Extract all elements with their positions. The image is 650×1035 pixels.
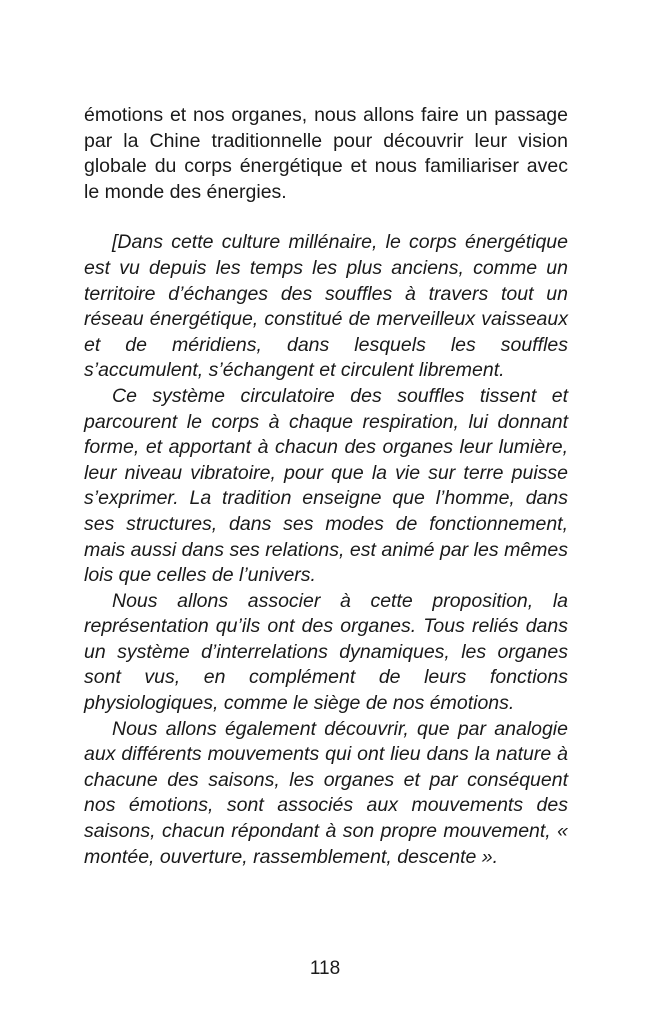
page-number: 118 <box>309 958 341 979</box>
italic-paragraph-4: Nous allons également découvrir, que par analogie aux différents mouvements qui ont lieu dans la nature à chacune des saisons, les organes et par conséquent nos émotions, sont associés aux mouvements des saisons, chacun répondant à son propre mouvement, « montée, ouverture, rassemblement, descente ». <box>84 717 568 868</box>
paragraph-gap <box>84 205 568 230</box>
intro-paragraph: émotions et nos organes, nous allons faire un passage par la Chine traditionnelle pour découvrir leur vision globale du corps énergétique et nous familiariser avec le monde des énergies. <box>84 104 568 203</box>
page-body <box>84 103 568 870</box>
italic-paragraph-2: Ce système circulatoire des souffles tissent et parcourent le corps à chaque respiration, lui donnant forme, et apportant à chacun des organes leur lumière, leur niveau vibratoire, pour que la vie sur terre puisse s’exprimer. La tradition enseigne que l’homme, dans ses structures, dans ses modes de fonctionnement, mais aussi dans ses relations, est animé par les mêmes lois que celles de l’univers. <box>84 384 568 587</box>
italic-paragraph-1: [Dans cette culture millénaire, le corps énergétique est vu depuis les temps les plus anciens, comme un territoire d’échanges des souffles à travers tout un réseau énergétique, constitué de merveilleux vaisseaux et de méridiens, dans lesquels les souffles s’accumulent, s’échangent et circulent librement. <box>84 231 568 382</box>
italic-paragraph-3: Nous allons associer à cette proposition, la représentation qu’ils ont des organes. Tous reliés dans un système d’interrelations dynamiques, les organes sont vus, en complément de leurs fonctions physiologiques, comme le siège de nos émotions. <box>84 589 568 715</box>
